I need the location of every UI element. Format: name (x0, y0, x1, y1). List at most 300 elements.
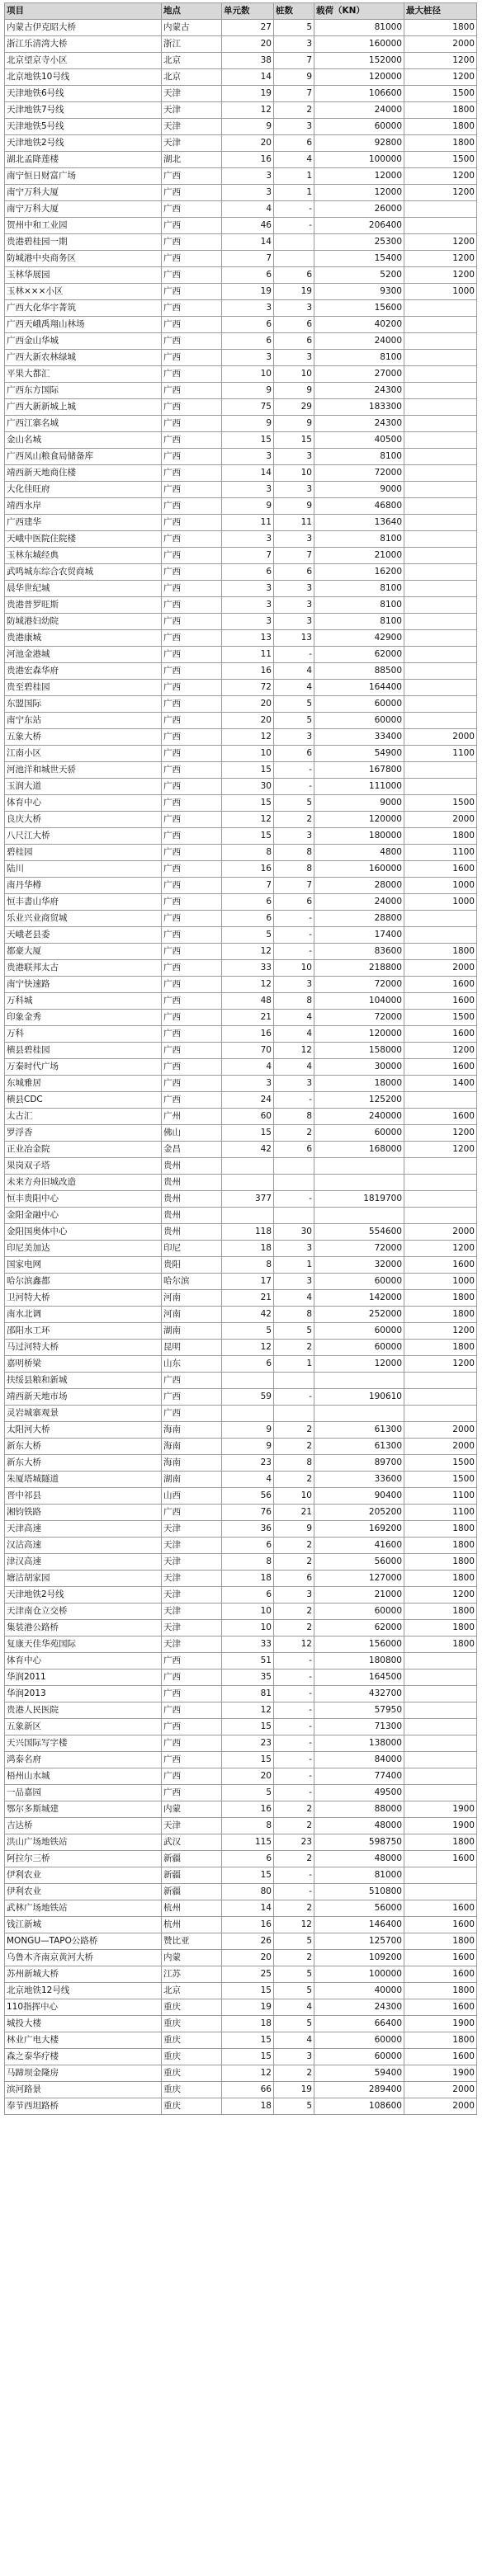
cell-project: 五象新区 (5, 1719, 162, 1735)
cell-load: 138000 (314, 1735, 404, 1752)
cell-project: 湖北孟降莲楼 (5, 152, 162, 168)
cell-location: 新疆 (162, 1867, 222, 1884)
cell-max-diameter: 1800 (404, 1290, 477, 1307)
cell-piles: 4 (274, 1290, 314, 1307)
cell-max-diameter (404, 300, 477, 317)
cell-piles (274, 1373, 314, 1389)
cell-location: 天津 (162, 1620, 222, 1636)
cell-max-diameter: 1500 (404, 1472, 477, 1488)
cell-project: 广西大新农林绿城 (5, 350, 162, 366)
cell-project: MONGU—TAPO公路桥 (5, 1933, 162, 1950)
cell-max-diameter (404, 432, 477, 449)
table-row (5, 1571, 477, 1587)
cell-load: 289400 (314, 2082, 404, 2098)
cell-piles: - (274, 1867, 314, 1884)
cell-location: 天津 (162, 1604, 222, 1620)
cell-location: 新疆 (162, 1851, 222, 1867)
cell-location: 赞比亚 (162, 1933, 222, 1950)
cell-units: 23 (222, 1735, 274, 1752)
cell-units: 18 (222, 1241, 274, 1257)
cell-units: 6 (222, 1538, 274, 1554)
cell-location: 广西 (162, 1076, 222, 1092)
cell-units: 6 (222, 317, 274, 333)
cell-location: 广西 (162, 1010, 222, 1026)
cell-piles: 3 (274, 977, 314, 993)
cell-units: 16 (222, 1917, 274, 1933)
cell-project: 贵至碧桂园 (5, 680, 162, 696)
cell-piles: 2 (274, 1538, 314, 1554)
table-row (5, 1768, 477, 1785)
table-row (5, 960, 477, 977)
cell-project: 五象大桥 (5, 729, 162, 746)
cell-location: 广西 (162, 779, 222, 795)
cell-max-diameter (404, 449, 477, 465)
cell-piles: 3 (274, 350, 314, 366)
cell-project: 靖西水岸 (5, 498, 162, 515)
cell-max-diameter (404, 350, 477, 366)
cell-project: 恒丰贵阳中心 (5, 1191, 162, 1208)
table-row (5, 53, 477, 69)
cell-project: 碧桂园 (5, 845, 162, 861)
cell-load: 4800 (314, 845, 404, 861)
cell-piles: 5 (274, 20, 314, 36)
cell-project: 贵港碧桂园一期 (5, 234, 162, 251)
cell-project: 天峨中医院住院楼 (5, 531, 162, 548)
cell-location: 广西 (162, 746, 222, 762)
table-row (5, 1917, 477, 1933)
cell-location: 湖北 (162, 152, 222, 168)
cell-location: 广西 (162, 993, 222, 1010)
cell-max-diameter (404, 630, 477, 647)
cell-location: 广西 (162, 1406, 222, 1422)
cell-max-diameter: 1600 (404, 1917, 477, 1933)
cell-piles: 2 (274, 812, 314, 828)
cell-project: 广西东方国际 (5, 383, 162, 399)
cell-location: 重庆 (162, 1999, 222, 2016)
cell-load: 66400 (314, 2016, 404, 2032)
cell-units: 15 (222, 432, 274, 449)
cell-location: 天津 (162, 102, 222, 119)
cell-units: 12 (222, 944, 274, 960)
cell-piles: 6 (274, 317, 314, 333)
cell-units: 20 (222, 1768, 274, 1785)
table-row (5, 1208, 477, 1224)
cell-piles: 3 (274, 482, 314, 498)
cell-units: 13 (222, 630, 274, 647)
cell-units: 46 (222, 218, 274, 234)
cell-project: 汉沽高速 (5, 1538, 162, 1554)
cell-piles: 3 (274, 1241, 314, 1257)
cell-max-diameter: 1000 (404, 1274, 477, 1290)
cell-piles: 6 (274, 894, 314, 911)
cell-max-diameter: 1900 (404, 2016, 477, 2032)
cell-load: 12000 (314, 185, 404, 201)
cell-location: 广西 (162, 911, 222, 927)
cell-max-diameter: 1200 (404, 168, 477, 185)
table-row (5, 1059, 477, 1076)
cell-load: 127000 (314, 1571, 404, 1587)
table-row (5, 1191, 477, 1208)
cell-units: 9 (222, 498, 274, 515)
table-row (5, 366, 477, 383)
cell-piles: 5 (274, 1323, 314, 1340)
cell-project: 鄂尔多斯城建 (5, 1801, 162, 1818)
cell-location: 贵州 (162, 1208, 222, 1224)
cell-project: 南宁快速路 (5, 977, 162, 993)
cell-load: 24300 (314, 416, 404, 432)
cell-location: 广西 (162, 614, 222, 630)
cell-piles: 3 (274, 36, 314, 53)
cell-units (222, 1208, 274, 1224)
cell-location: 佛山 (162, 1125, 222, 1142)
cell-units: 16 (222, 1801, 274, 1818)
cell-load: 180000 (314, 828, 404, 845)
cell-location: 重庆 (162, 2049, 222, 2065)
cell-load: 8100 (314, 350, 404, 366)
cell-units: 18 (222, 2098, 274, 2115)
cell-max-diameter: 1800 (404, 1620, 477, 1636)
cell-load: 240000 (314, 1109, 404, 1125)
cell-location: 广西 (162, 597, 222, 614)
cell-project: 南宁万科大厦 (5, 201, 162, 218)
table-row (5, 614, 477, 630)
table-row (5, 746, 477, 762)
cell-units: 51 (222, 1653, 274, 1669)
cell-project: 恒丰書山华府 (5, 894, 162, 911)
cell-location: 天津 (162, 1538, 222, 1554)
cell-location: 广西 (162, 960, 222, 977)
cell-max-diameter: 1800 (404, 944, 477, 960)
cell-location: 广西 (162, 284, 222, 300)
cell-location: 广西 (162, 762, 222, 779)
cell-piles: - (274, 927, 314, 944)
cell-location: 天津 (162, 1521, 222, 1538)
cell-max-diameter (404, 201, 477, 218)
cell-location: 新疆 (162, 1884, 222, 1900)
cell-project: 南宁万科大厦 (5, 185, 162, 201)
cell-location: 广西 (162, 383, 222, 399)
cell-location: 广西 (162, 1026, 222, 1043)
cell-load: 12000 (314, 168, 404, 185)
table-row (5, 1653, 477, 1669)
cell-units: 8 (222, 845, 274, 861)
table-row (5, 234, 477, 251)
table-row (5, 383, 477, 399)
cell-load: 88500 (314, 663, 404, 680)
cell-max-diameter: 1900 (404, 2065, 477, 2082)
cell-units: 118 (222, 1224, 274, 1241)
cell-project: 武鸣城东综合农贸商城 (5, 564, 162, 581)
cell-max-diameter: 1800 (404, 119, 477, 135)
cell-project: 广西天峨禹翔山林场 (5, 317, 162, 333)
cell-units: 8 (222, 1818, 274, 1834)
cell-load: 160000 (314, 861, 404, 878)
cell-units: 12 (222, 1702, 274, 1719)
cell-load: 18000 (314, 1076, 404, 1092)
cell-piles: 8 (274, 993, 314, 1010)
cell-units: 6 (222, 1356, 274, 1373)
table-row (5, 680, 477, 696)
cell-location: 武汉 (162, 1834, 222, 1851)
cell-max-diameter: 1600 (404, 993, 477, 1010)
cell-max-diameter (404, 1406, 477, 1422)
cell-piles: 3 (274, 828, 314, 845)
cell-piles: 2 (274, 1900, 314, 1917)
cell-location: 广西 (162, 1785, 222, 1801)
cell-load: 142000 (314, 1290, 404, 1307)
cell-max-diameter: 1800 (404, 1554, 477, 1571)
cell-load: 17400 (314, 927, 404, 944)
cell-max-diameter: 1200 (404, 185, 477, 201)
cell-piles: 23 (274, 1834, 314, 1851)
cell-load: 72000 (314, 465, 404, 482)
cell-location: 广西 (162, 729, 222, 746)
cell-piles: 9 (274, 1521, 314, 1538)
cell-load: 27000 (314, 366, 404, 383)
cell-max-diameter: 1600 (404, 1851, 477, 1867)
cell-load: 60000 (314, 2049, 404, 2065)
table-row (5, 1323, 477, 1340)
cell-max-diameter (404, 1653, 477, 1669)
cell-location: 广西 (162, 416, 222, 432)
cell-load: 9300 (314, 284, 404, 300)
cell-max-diameter: 2000 (404, 36, 477, 53)
cell-max-diameter: 1800 (404, 1604, 477, 1620)
cell-units: 6 (222, 911, 274, 927)
cell-max-diameter (404, 366, 477, 383)
table-row (5, 1686, 477, 1702)
cell-load: 60000 (314, 1604, 404, 1620)
cell-project: 金山名城 (5, 432, 162, 449)
cell-location: 海南 (162, 1455, 222, 1472)
cell-location: 贵阳 (162, 1257, 222, 1274)
cell-piles: 3 (274, 2049, 314, 2065)
cell-max-diameter: 1900 (404, 1818, 477, 1834)
cell-max-diameter (404, 1768, 477, 1785)
cell-units: 12 (222, 812, 274, 828)
cell-max-diameter: 1600 (404, 1966, 477, 1983)
cell-units: 26 (222, 1933, 274, 1950)
cell-project: 华润2011 (5, 1669, 162, 1686)
cell-piles: 2 (274, 102, 314, 119)
cell-piles: 10 (274, 465, 314, 482)
cell-load: 60000 (314, 1274, 404, 1290)
table-row (5, 399, 477, 416)
table-row (5, 762, 477, 779)
pile-test-table (4, 2, 477, 2115)
cell-piles: 6 (274, 746, 314, 762)
cell-units: 66 (222, 2082, 274, 2098)
cell-project: 江南小区 (5, 746, 162, 762)
cell-max-diameter: 2000 (404, 1224, 477, 1241)
cell-load: 72000 (314, 977, 404, 993)
table-row (5, 416, 477, 432)
cell-project: 新东大桥 (5, 1455, 162, 1472)
cell-piles: 7 (274, 548, 314, 564)
cell-location: 杭州 (162, 1900, 222, 1917)
cell-load: 152000 (314, 53, 404, 69)
cell-piles: 6 (274, 333, 314, 350)
cell-load: 88000 (314, 1801, 404, 1818)
cell-piles: 29 (274, 399, 314, 416)
cell-project: 金阳国奥体中心 (5, 1224, 162, 1241)
header-project: 项目 (5, 3, 162, 20)
cell-units: 19 (222, 86, 274, 102)
cell-max-diameter: 1100 (404, 1505, 477, 1521)
cell-location: 广西 (162, 680, 222, 696)
cell-piles: 8 (274, 861, 314, 878)
cell-units: 15 (222, 795, 274, 812)
table-row (5, 1158, 477, 1175)
table-row (5, 944, 477, 960)
cell-load: 180800 (314, 1653, 404, 1669)
cell-project: 广西建华 (5, 515, 162, 531)
cell-max-diameter (404, 1686, 477, 1702)
cell-piles: 12 (274, 1917, 314, 1933)
cell-project: 大化佳旺府 (5, 482, 162, 498)
cell-project: 南宁恒日财富广场 (5, 168, 162, 185)
cell-units: 19 (222, 1999, 274, 2016)
table-row (5, 119, 477, 135)
cell-max-diameter (404, 1191, 477, 1208)
cell-location: 广西 (162, 1653, 222, 1669)
header-max-diameter: 最大桩径 (404, 3, 477, 20)
cell-max-diameter: 1200 (404, 1043, 477, 1059)
cell-load: 111000 (314, 779, 404, 795)
cell-max-diameter: 1900 (404, 1801, 477, 1818)
table-row (5, 1043, 477, 1059)
table-row (5, 218, 477, 234)
cell-load: 120000 (314, 69, 404, 86)
cell-project: 乐业兴业商贸城 (5, 911, 162, 927)
cell-max-diameter: 1800 (404, 828, 477, 845)
table-row (5, 333, 477, 350)
cell-piles: 3 (274, 300, 314, 317)
cell-load (314, 1373, 404, 1389)
cell-location: 广西 (162, 1686, 222, 1702)
cell-max-diameter: 1600 (404, 1059, 477, 1076)
header-location: 地点 (162, 3, 222, 20)
cell-units: 9 (222, 1422, 274, 1439)
cell-project: 天津地铁7号线 (5, 102, 162, 119)
cell-location: 山西 (162, 1488, 222, 1505)
cell-load: 104000 (314, 993, 404, 1010)
cell-max-diameter: 1500 (404, 1010, 477, 1026)
cell-location: 广西 (162, 350, 222, 366)
cell-location: 重庆 (162, 2016, 222, 2032)
cell-load: 57950 (314, 1702, 404, 1719)
cell-units: 4 (222, 1472, 274, 1488)
cell-load (314, 1158, 404, 1175)
cell-load: 83600 (314, 944, 404, 960)
table-row (5, 300, 477, 317)
table-row (5, 168, 477, 185)
table-row (5, 2098, 477, 2115)
cell-location: 广西 (162, 1043, 222, 1059)
cell-units: 3 (222, 449, 274, 465)
cell-units: 8 (222, 1554, 274, 1571)
cell-piles: 5 (274, 795, 314, 812)
cell-project: 乌鲁木齐南京黄河大桥 (5, 1950, 162, 1966)
cell-units: 12 (222, 1340, 274, 1356)
cell-project: 正业冶金院 (5, 1142, 162, 1158)
cell-project: 朱厦塔城隧道 (5, 1472, 162, 1488)
table-row (5, 564, 477, 581)
cell-project: 伊利农业 (5, 1884, 162, 1900)
cell-units: 20 (222, 696, 274, 713)
cell-max-diameter: 1800 (404, 1983, 477, 1999)
cell-location: 广西 (162, 1389, 222, 1406)
cell-units: 15 (222, 1752, 274, 1768)
table-row (5, 861, 477, 878)
cell-max-diameter: 1600 (404, 1026, 477, 1043)
cell-max-diameter: 1200 (404, 1356, 477, 1373)
cell-location: 内蒙 (162, 1801, 222, 1818)
cell-location: 河南 (162, 1307, 222, 1323)
cell-units: 80 (222, 1884, 274, 1900)
cell-units: 6 (222, 1587, 274, 1604)
table-row (5, 795, 477, 812)
cell-max-diameter: 1000 (404, 894, 477, 911)
cell-project: 玉林华展园 (5, 267, 162, 284)
cell-project: 横县CDC (5, 1092, 162, 1109)
cell-max-diameter: 1600 (404, 861, 477, 878)
cell-load: 13640 (314, 515, 404, 531)
cell-units: 38 (222, 53, 274, 69)
cell-max-diameter (404, 383, 477, 399)
cell-piles: 9 (274, 498, 314, 515)
cell-units: 24 (222, 1092, 274, 1109)
table-row (5, 1257, 477, 1274)
cell-load: 92800 (314, 135, 404, 152)
cell-location: 浙江 (162, 36, 222, 53)
cell-location: 广西 (162, 828, 222, 845)
table-row (5, 812, 477, 828)
cell-load: 71300 (314, 1719, 404, 1735)
cell-location: 广西 (162, 812, 222, 828)
cell-units: 21 (222, 1290, 274, 1307)
cell-units: 42 (222, 1142, 274, 1158)
cell-piles: 1 (274, 1257, 314, 1274)
cell-piles: - (274, 1735, 314, 1752)
cell-piles: 5 (274, 696, 314, 713)
cell-units: 9 (222, 1439, 274, 1455)
cell-location: 贵州 (162, 1158, 222, 1175)
cell-project: 国家电网 (5, 1257, 162, 1274)
table-row (5, 1010, 477, 1026)
cell-load: 510800 (314, 1884, 404, 1900)
table-row (5, 2016, 477, 2032)
table-row (5, 927, 477, 944)
cell-load: 8100 (314, 597, 404, 614)
cell-location: 广西 (162, 201, 222, 218)
cell-piles: 3 (274, 1274, 314, 1290)
cell-location: 重庆 (162, 2082, 222, 2098)
cell-piles: 2 (274, 1620, 314, 1636)
cell-load: 40200 (314, 317, 404, 333)
cell-load: 205200 (314, 1505, 404, 1521)
cell-max-diameter (404, 416, 477, 432)
cell-piles: 2 (274, 1801, 314, 1818)
cell-project: 吉达桥 (5, 1818, 162, 1834)
table-row (5, 482, 477, 498)
cell-units (222, 1373, 274, 1389)
cell-max-diameter (404, 1702, 477, 1719)
table-row (5, 597, 477, 614)
cell-load: 54900 (314, 746, 404, 762)
cell-max-diameter: 1800 (404, 1307, 477, 1323)
cell-location: 广西 (162, 399, 222, 416)
